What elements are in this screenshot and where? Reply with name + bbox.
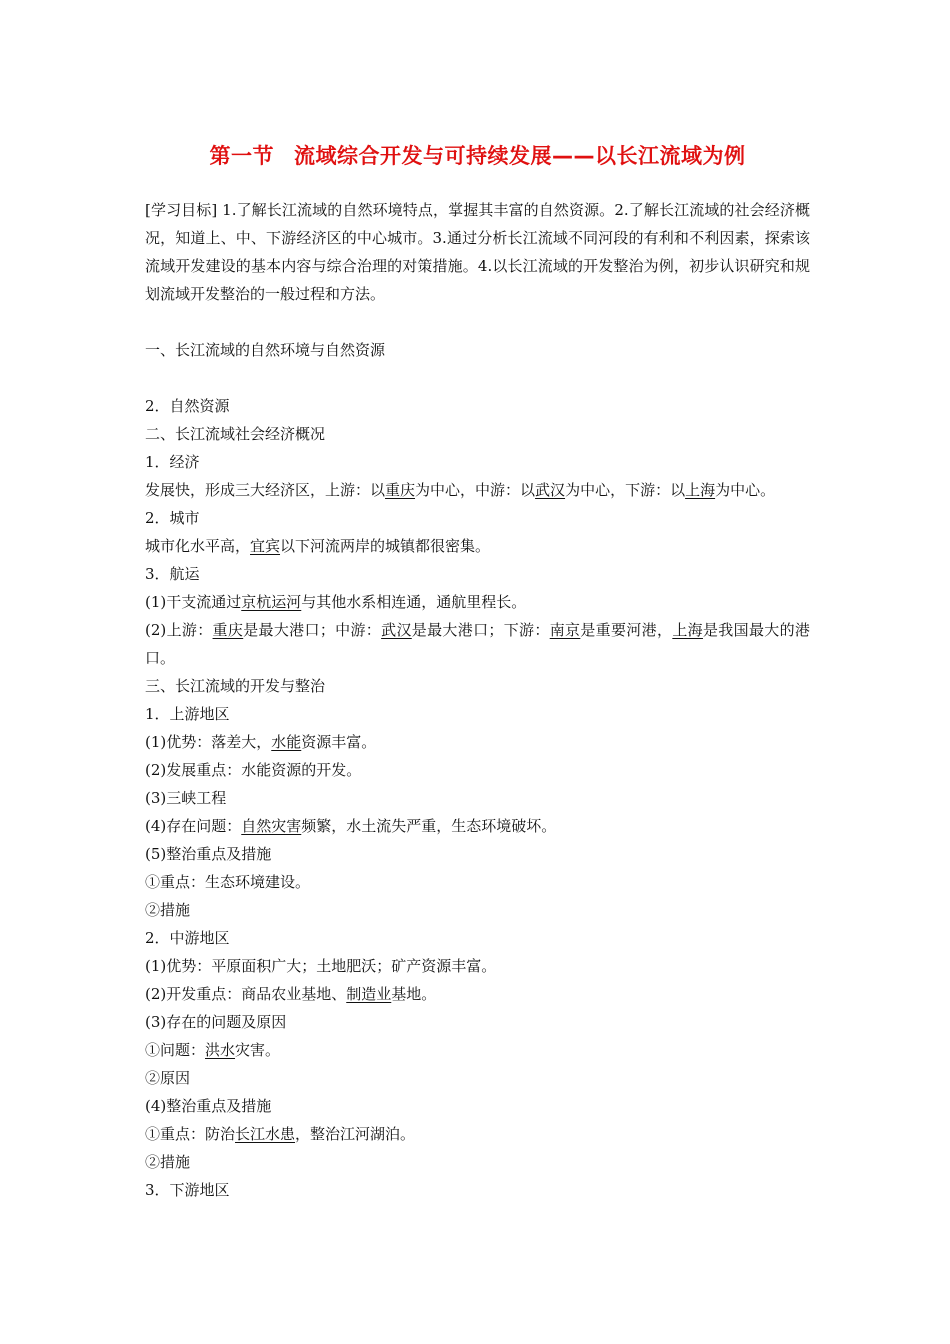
section-3-heading: 三、长江流域的开发与整治 (145, 677, 326, 695)
upper-heading: 1．上游地区 (145, 705, 230, 723)
city-text: 城市化水平高，宜宾以下河流两岸的城镇都很密集。 (145, 537, 491, 555)
answer-blank: 制造业 (346, 985, 392, 1003)
page-title (145, 140, 810, 170)
upper-governance: (5)整治重点及措施 (145, 845, 272, 863)
upper-problems: (4)存在问题：自然灾害频繁，水土流失严重，生态环境破坏。 (145, 817, 557, 835)
title-topic: 流域综合开发与可持续发展——以长江流域为例 (294, 144, 746, 168)
middle-governance: (4)整治重点及措施 (145, 1097, 272, 1115)
shipping-heading: 3．航运 (145, 565, 200, 583)
middle-cause-item: ②原因 (145, 1069, 191, 1087)
answer-blank: 武汉 (535, 481, 566, 499)
economy-text: 发展快，形成三大经济区，上游：以重庆为中心，中游：以武汉为中心，下游：以上海为中心。 (145, 481, 776, 499)
goals-label: [学习目标] (145, 201, 218, 219)
answer-blank: 水能 (271, 733, 302, 751)
answer-blank: 上海 (685, 481, 716, 499)
upper-three-gorges: (3)三峡工程 (145, 789, 227, 807)
upper-governance-measures: ②措施 (145, 901, 191, 919)
answer-blank: 京杭运河 (241, 593, 302, 611)
answer-blank: 上海 (672, 621, 703, 639)
natural-resources-item: 2．自然资源 (145, 397, 230, 415)
learning-goals (145, 196, 810, 308)
city-heading: 2．城市 (145, 509, 200, 527)
economy-heading: 1．经济 (145, 453, 200, 471)
goals-text: 1.了解长江流域的自然环境特点，掌握其丰富的自然资源。2.了解长江流域的社会经济概况，知道上、中、下游经济区的中心城市。3.通过分析长江流域不同河段的有利和不利因素，探索该流域开发建设的基本内容与综合治理的对策措施。4.以长江流域的开发整治为例，初步认识研究和规划流域开发整治的一般过程和方法。 (145, 201, 810, 303)
upper-governance-focus: ①重点：生态环境建设。 (145, 873, 311, 891)
section-2-heading: 二、长江流域社会经济概况 (145, 425, 326, 443)
upper-focus: (2)发展重点：水能资源的开发。 (145, 761, 362, 779)
title-section: 第一节 (209, 144, 274, 168)
middle-problems: (3)存在的问题及原因 (145, 1013, 287, 1031)
middle-focus: (2)开发重点：商品农业基地、制造业基地。 (145, 985, 437, 1003)
answer-blank: 洪水 (205, 1041, 236, 1059)
middle-heading: 2．中游地区 (145, 929, 230, 947)
lower-heading: 3．下游地区 (145, 1181, 230, 1199)
middle-governance-focus: ①重点：防治长江水患，整治江河湖泊。 (145, 1125, 416, 1143)
middle-governance-measures: ②措施 (145, 1153, 191, 1171)
answer-blank: 武汉 (381, 621, 412, 639)
answer-blank: 南京 (549, 621, 581, 639)
answer-blank: 重庆 (385, 481, 416, 499)
answer-blank: 重庆 (212, 621, 244, 639)
answer-blank: 自然灾害 (241, 817, 302, 835)
answer-blank: 宜宾 (250, 537, 281, 555)
middle-advantage: (1)优势：平原面积广大；土地肥沃；矿产资源丰富。 (145, 957, 497, 975)
answer-blank: 长江水患 (235, 1125, 296, 1143)
upper-advantage: (1)优势：落差大，水能资源丰富。 (145, 733, 377, 751)
shipping-line-2: (2)上游：重庆是最大港口；中游：武汉是最大港口；下游：南京是重要河港，上海是我国最大的港口。 (145, 621, 810, 667)
section-1-heading: 一、长江流域的自然环境与自然资源 (145, 341, 386, 359)
document-page (145, 140, 810, 1204)
shipping-line-1: (1)干支流通过京杭运河与其他水系相连通，通航里程长。 (145, 593, 527, 611)
middle-problem-item: ①问题：洪水灾害。 (145, 1041, 281, 1059)
